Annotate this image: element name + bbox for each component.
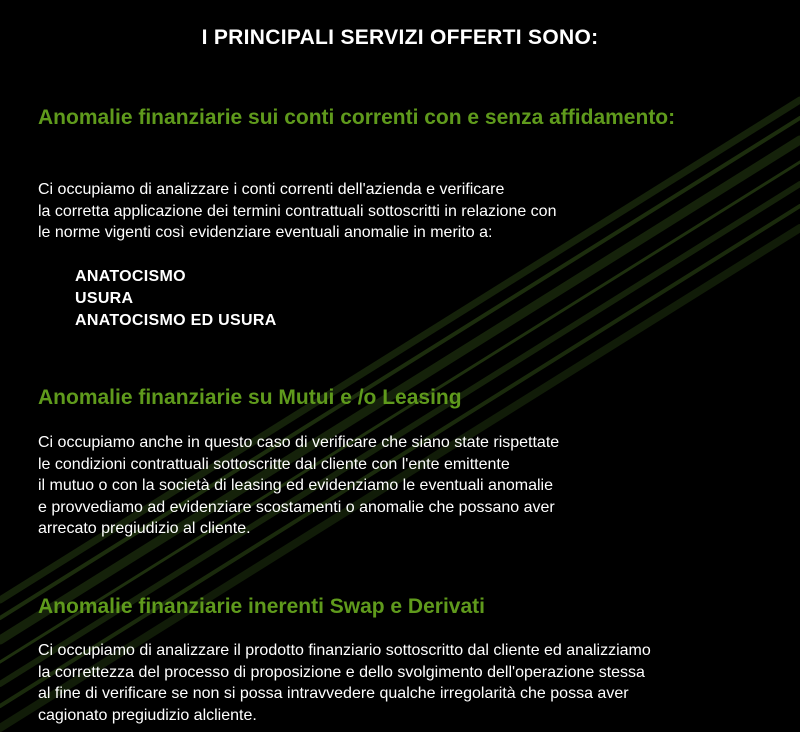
section-heading-mutui-leasing: Anomalie finanziarie su Mutui e /o Leasing <box>38 386 462 409</box>
text-line: Ci occupiamo anche in questo caso di verificare che siano state rispettate <box>38 434 560 451</box>
page-title: I PRINCIPALI SERVIZI OFFERTI SONO: <box>201 26 599 49</box>
section-heading-swap-derivati: Anomalie finanziarie inerenti Swap e Derivati <box>38 595 485 618</box>
text-line: e provvediamo ad evidenziare scostamenti o anomalie che possano aver <box>38 498 555 516</box>
text-line: Ci occupiamo di analizzare il prodotto finanziario sottoscritto dal cliente ed analizziamo <box>38 642 651 659</box>
text-line: le norme vigenti così evidenziare eventuali anomalie in merito a: <box>38 224 493 241</box>
list-item: ANATOCISMO ED USURA <box>75 312 277 329</box>
text-line: la corretta applicazione dei termini contrattuali sottoscritti in relazione con <box>38 202 557 220</box>
text-line: cagionato pregiudizio alcliente. <box>38 706 257 724</box>
text-line: arrecato pregiudizio al cliente. <box>38 520 251 537</box>
anomalie-list <box>75 266 277 332</box>
text-line: la correttezza del processo di proposizione e dello svolgimento dell'operazione stessa <box>38 663 645 681</box>
list-item: USURA <box>75 290 134 307</box>
text-line: le condizioni contrattuali sottoscritte dal cliente con l'ente emittente <box>38 455 510 473</box>
text-line: Ci occupiamo di analizzare i conti correnti dell'azienda e verificare <box>38 181 505 198</box>
section-text-mutui-leasing <box>38 432 778 540</box>
section-text-conti-correnti <box>38 179 778 244</box>
section-text-swap-derivati <box>38 640 778 726</box>
text-line: al fine di verificare se non si possa intravvedere qualche irregolarità che possa aver <box>38 685 629 702</box>
text-line: il mutuo o con la società di leasing ed evidenziamo le eventuali anomalie <box>38 477 553 494</box>
section-heading-conti-correnti: Anomalie finanziarie sui conti correnti con e senza affidamento: <box>38 106 676 129</box>
list-item: ANATOCISMO <box>75 268 186 285</box>
